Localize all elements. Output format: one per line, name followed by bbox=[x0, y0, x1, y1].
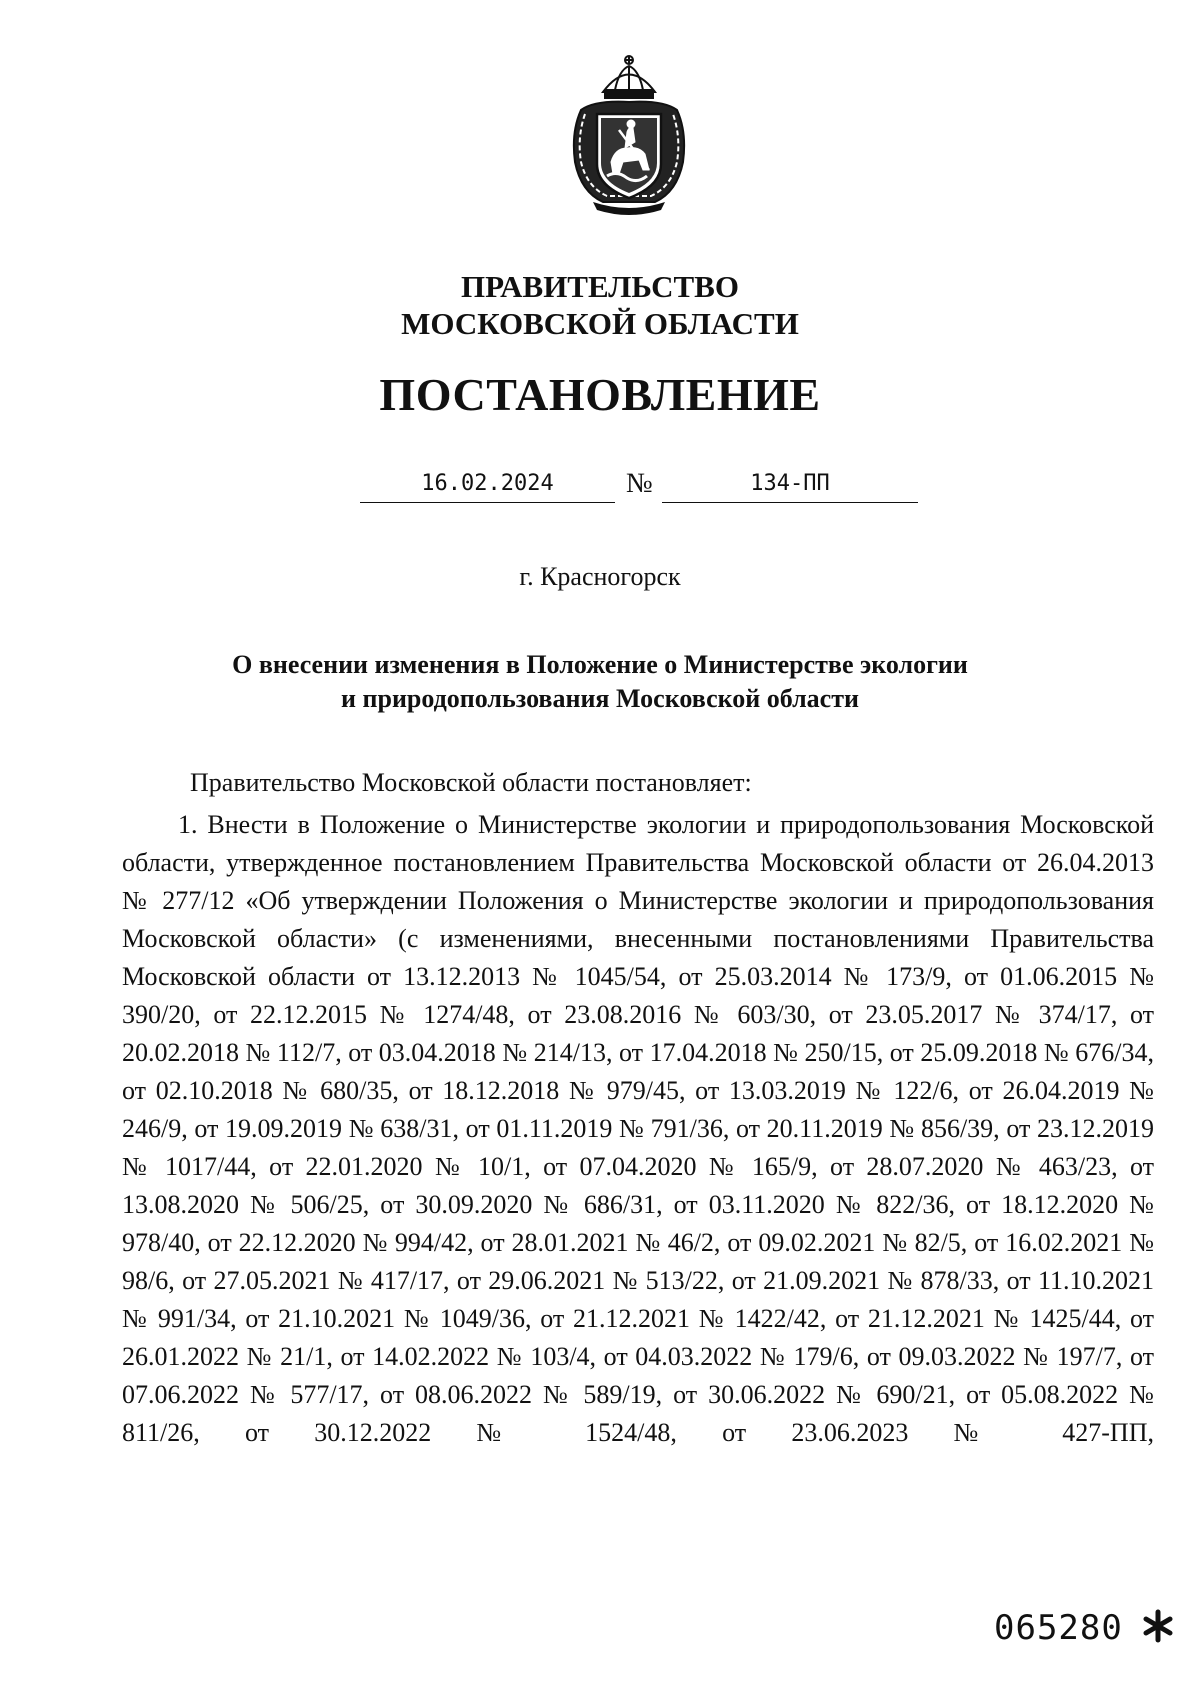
organization-line-1: ПРАВИТЕЛЬСТВО bbox=[461, 269, 739, 304]
resolution-body bbox=[122, 806, 1154, 1452]
document-number: 134-ПП bbox=[662, 466, 918, 503]
paragraph-1: 1. Внести в Положение о Министерстве экологии и природопользования Московской области, утвержденное постановлением Правительства Московской области от 26.04.2013 № 277/12 «Об утверждении Положения о Министерстве экологии и природопользования Московской области» (с изменениями, внесенными постановлениями Правительства Московской области от 13.12.2013 № 1045/54, от 25.03.2014 № 173/9, от 01.06.2015 № 390/20, от 22.12.2015 № 1274/48, от 23.08.2016 № 603/30, от 23.05.2017 № 374/17, от 20.02.2018 № 112/7, от 03.04.2018 № 214/13, от 17.04.2018 № 250/15, от 25.09.2018 № 676/34, от 02.10.2018 № 680/35, от 18.12.2018 № 979/45, от 13.03.2019 № 122/6, от 26.04.2019 № 246/9, от 19.09.2019 № 638/31, от 01.11.2019 № 791/36, от 20.11.2019 № 856/39, от 23.12.2019 № 1017/44, от 22.01.2020 № 10/1, от 07.04.2020 № 165/9, от 28.07.2020 № 463/23, от 13.08.2020 № 506/25, от 30.09.2020 № 686/31, от 03.11.2020 № 822/36, от 18.12.2020 № 978/40, от 22.12.2020 № 994/42, от 28.01.2021 № 46/2, от 09.02.2021 № 82/5, от 16.02.2021 № 98/6, от 27.05.2021 № 417/17, от 29.06.2021 № 513/22, от 21.09.2021 № 878/33, от 11.10.2021 № 991/34, от 21.10.2021 № 1049/36, от 21.12.2021 № 1422/42, от 21.12.2021 № 1425/44, от 26.01.2022 № 21/1, от 14.02.2022 № 103/4, от 04.03.2022 № 179/6, от 09.03.2022 № 197/7, от 07.06.2022 № 577/17, от 08.06.2022 № 589/19, от 30.06.2022 № 690/21, от 05.08.2022 № 811/26, от 30.12.2022 № 1524/48, от 23.06.2023 № 427-ПП, bbox=[122, 810, 1154, 1447]
document-type-title: ПОСТАНОВЛЕНИЕ bbox=[379, 369, 821, 420]
asterisk-icon bbox=[1140, 1608, 1176, 1644]
resolution-lead: Правительство Московской области постановляет: bbox=[190, 768, 752, 797]
city-of-issue: г. Красногорск bbox=[519, 562, 681, 591]
subject-line-1: О внесении изменения в Положение о Министерстве экологии bbox=[232, 650, 968, 679]
document-serial-number: 065280 bbox=[994, 1608, 1123, 1648]
subject-line-2: и природопользования Московской области bbox=[341, 684, 859, 713]
number-sign: № bbox=[626, 468, 653, 499]
document-date: 16.02.2024 bbox=[360, 466, 615, 503]
organization-line-2: МОСКОВСКОЙ ОБЛАСТИ bbox=[401, 306, 799, 341]
organization-title bbox=[0, 268, 1200, 342]
document-subject bbox=[0, 648, 1200, 716]
coat-of-arms-icon bbox=[563, 52, 695, 217]
